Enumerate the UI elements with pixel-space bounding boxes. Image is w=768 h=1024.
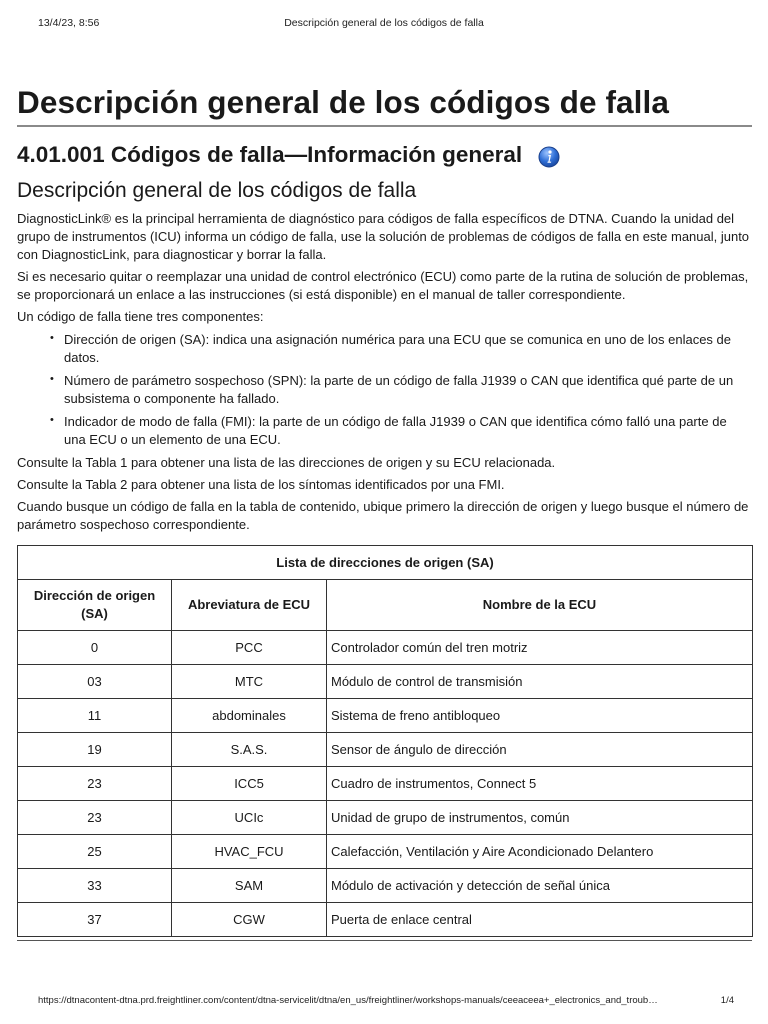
lookup-instructions: Cuando busque un código de falla en la tabla de contenido, ubique primero la dirección de origen y luego busque el número de parámetro sospechoso correspondiente. <box>17 499 749 532</box>
cell-sa: 19 <box>18 733 172 767</box>
cell-abbreviation: MTC <box>172 665 327 699</box>
list-item: • Dirección de origen (SA): indica una asignación numérica para una ECU que se comunica en uno de los enlaces de datos. <box>64 331 752 367</box>
section-title-text: 4.01.001 Códigos de falla—Información general <box>17 142 523 167</box>
table-row <box>18 869 753 903</box>
cell-abbreviation: CGW <box>172 903 327 937</box>
cell-abbreviation: abdominales <box>172 699 327 733</box>
cell-ecu-name: Calefacción, Ventilación y Aire Acondicionado Delantero <box>327 835 753 869</box>
source-address-table <box>17 545 753 937</box>
subsection-title: Descripción general de los códigos de falla <box>17 179 417 202</box>
intro-paragraph-3: Un código de falla tiene tres componentes: <box>17 309 264 324</box>
table-row <box>18 699 753 733</box>
section-title <box>17 140 752 170</box>
cell-sa: 23 <box>18 801 172 835</box>
cell-sa: 23 <box>18 767 172 801</box>
table-header-row <box>18 580 753 631</box>
table-caption-row <box>18 546 753 580</box>
cell-abbreviation: UCIc <box>172 801 327 835</box>
cell-ecu-name: Cuadro de instrumentos, Connect 5 <box>327 767 753 801</box>
list-item: • Indicador de modo de falla (FMI): la parte de un código de falla J1939 o CAN que identifica cómo falló una parte de una ECU o un elemento de una ECU. <box>64 413 752 449</box>
column-header-ecu-name: Nombre de la ECU <box>327 580 753 631</box>
cell-ecu-name: Unidad de grupo de instrumentos, común <box>327 801 753 835</box>
cell-abbreviation: PCC <box>172 631 327 665</box>
intro-paragraph-1: DiagnosticLink® es la principal herramienta de diagnóstico para códigos de falla específicos de DTNA. Cuando la unidad del grupo de instrumentos (ICU) informa un código de falla, use la solución de problemas de códigos de falla en este manual, junto con DiagnosticLink, para diagnosticar y borrar la falla. <box>17 211 750 262</box>
components-list <box>17 331 752 449</box>
cell-ecu-name: Módulo de control de transmisión <box>327 665 753 699</box>
table-row <box>18 903 753 937</box>
page-number: 1/4 <box>720 995 734 1006</box>
intro-paragraph-2: Si es necesario quitar o reemplazar una unidad de control electrónico (ECU) como parte de la rutina de solución de problemas, se proporcionará un enlace a las instrucciones (si está disponible) en el manual de taller correspondiente. <box>17 269 749 302</box>
cell-ecu-name: Controlador común del tren motriz <box>327 631 753 665</box>
table-row <box>18 631 753 665</box>
document-content <box>17 82 752 941</box>
cell-abbreviation: HVAC_FCU <box>172 835 327 869</box>
cell-sa: 25 <box>18 835 172 869</box>
cell-abbreviation: S.A.S. <box>172 733 327 767</box>
cell-ecu-name: Módulo de activación y detección de señal única <box>327 869 753 903</box>
table-row <box>18 767 753 801</box>
table1-reference: Consulte la Tabla 1 para obtener una lista de las direcciones de origen y su ECU relacionada. <box>17 455 556 470</box>
cell-ecu-name: Sensor de ángulo de dirección <box>327 733 753 767</box>
column-header-sa: Dirección de origen (SA) <box>18 580 172 631</box>
cell-abbreviation: SAM <box>172 869 327 903</box>
table-row <box>18 733 753 767</box>
list-item: • Número de parámetro sospechoso (SPN): la parte de un código de falla J1939 o CAN que identifica qué parte de un subsistema o componente ha fallado. <box>64 372 752 408</box>
print-page-title: Descripción general de los códigos de falla <box>284 17 484 29</box>
info-icon[interactable] <box>538 146 560 168</box>
cell-sa: 11 <box>18 699 172 733</box>
document-title: Descripción general de los códigos de falla <box>17 82 752 127</box>
cell-sa: 33 <box>18 869 172 903</box>
cell-abbreviation: ICC5 <box>172 767 327 801</box>
cell-sa: 37 <box>18 903 172 937</box>
print-date: 13/4/23, 8:56 <box>38 17 100 29</box>
cell-ecu-name: Puerta de enlace central <box>327 903 753 937</box>
table-caption: Lista de direcciones de origen (SA) <box>18 546 753 580</box>
cell-sa: 03 <box>18 665 172 699</box>
table2-reference: Consulte la Tabla 2 para obtener una lista de los síntomas identificados por una FMI. <box>17 477 505 492</box>
table-row <box>18 665 753 699</box>
page-url: https://dtnacontent-dtna.prd.freightliner.com/content/dtna-servicelit/dtna/en_us/freightliner/workshops-manuals/ceeaceea+_electronics_and_troub… <box>38 995 658 1006</box>
table-row <box>18 835 753 869</box>
cell-sa: 0 <box>18 631 172 665</box>
cell-ecu-name: Sistema de freno antibloqueo <box>327 699 753 733</box>
table-bottom-rule <box>17 940 752 941</box>
column-header-abbreviation: Abreviatura de ECU <box>172 580 327 631</box>
table-row <box>18 801 753 835</box>
